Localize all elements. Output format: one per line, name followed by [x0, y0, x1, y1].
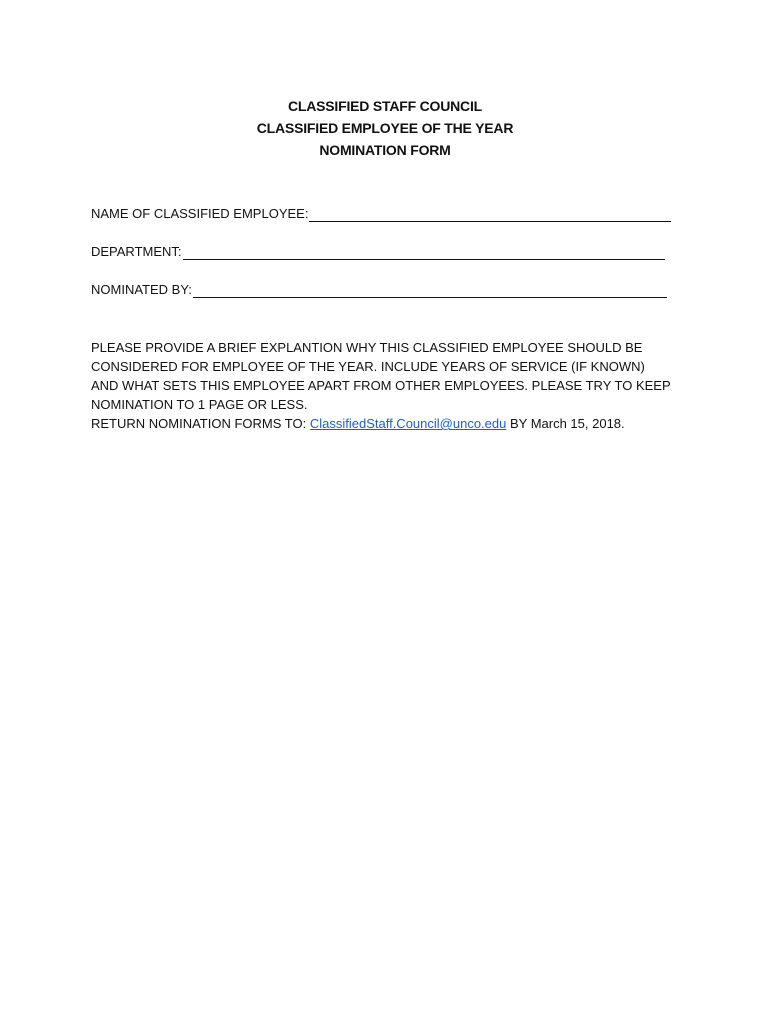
employee-name-label: NAME OF CLASSIFIED EMPLOYEE:: [91, 206, 309, 221]
document-title: [0, 95, 770, 161]
nominated-by-label: NOMINATED BY:: [91, 282, 192, 297]
department-label: DEPARTMENT:: [91, 244, 182, 259]
nominated-by-blank[interactable]: [193, 284, 667, 298]
title-council: CLASSIFIED STAFF COUNCIL: [287, 98, 483, 114]
return-instructions: [91, 414, 671, 433]
return-prefix: RETURN NOMINATION FORMS TO:: [91, 416, 310, 431]
department-field: [91, 244, 665, 260]
department-blank[interactable]: [183, 246, 665, 260]
return-suffix: BY March 15, 2018.: [506, 416, 625, 431]
instructions-text: PLEASE PROVIDE A BRIEF EXPLANTION WHY THIS CLASSIFIED EMPLOYEE SHOULD BE CONSIDERED FOR EMPLOYEE OF THE YEAR. INCLUDE YEARS OF SERVICE (IF KNOWN) AND WHAT SETS THIS EMPLOYEE APART FROM OTHER EMPLOYEES. PLEASE TRY TO KEEP NOMINATION TO 1 PAGE OR LESS.: [91, 340, 671, 412]
email-link[interactable]: ClassifiedStaff.Council@unco.edu: [309, 416, 507, 431]
instructions-block: [91, 338, 671, 433]
employee-name-blank[interactable]: [309, 208, 671, 222]
employee-name-field: [91, 206, 671, 222]
title-award: CLASSIFIED EMPLOYEE OF THE YEAR: [256, 120, 514, 136]
nominated-by-field: [91, 282, 667, 298]
title-form: NOMINATION FORM: [319, 142, 451, 158]
